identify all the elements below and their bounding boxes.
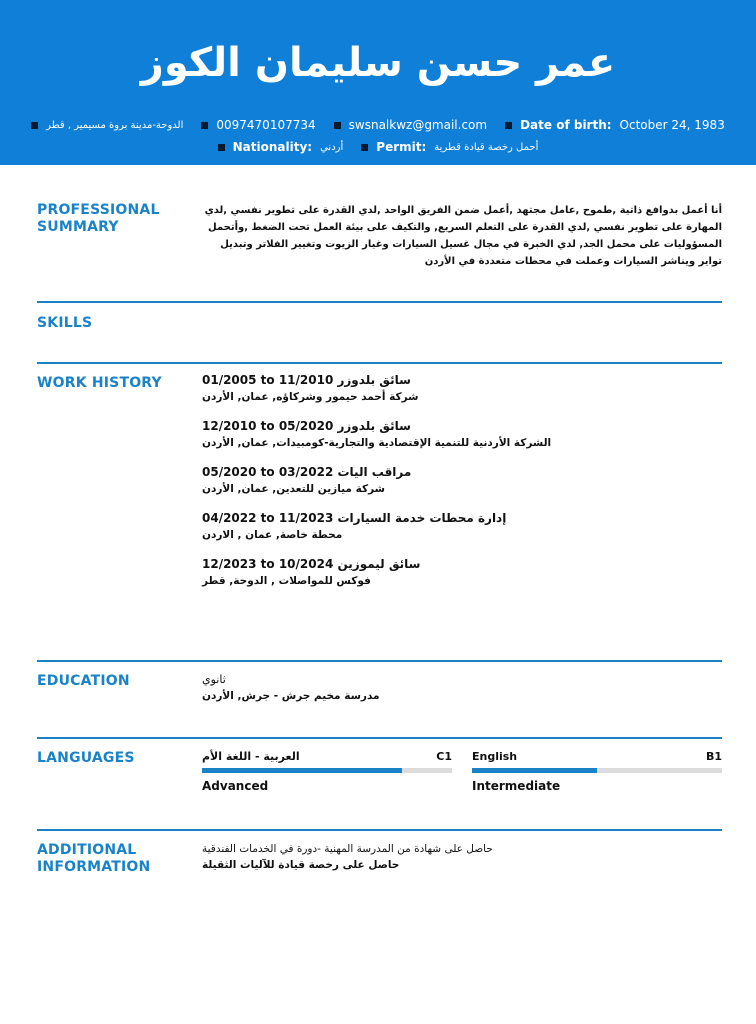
contact-row-2 xyxy=(0,140,756,154)
work-entry xyxy=(202,511,722,541)
bullet-icon xyxy=(361,144,368,151)
language-proficiency-fill xyxy=(472,768,597,773)
candidate-name: عمر حسن سليمان الكوز xyxy=(140,40,616,86)
phone-item xyxy=(201,118,315,132)
permit-value: أحمل رخصة قيادة قطرية xyxy=(434,141,539,153)
nationality-value: أردني xyxy=(320,141,344,153)
education-degree: ثانوي xyxy=(202,673,226,686)
additional-info xyxy=(202,843,722,871)
job-company: شركة أحمد حيمور وشركاؤه, عمان, الأردن xyxy=(202,391,419,403)
additional-info-heading: ADDITIONAL INFORMATION xyxy=(37,842,151,875)
language-code: B1 xyxy=(705,750,722,763)
additional-line: حاصل على شهادة من المدرسة المهنية -دورة في الخدمات الفندقية xyxy=(202,843,493,855)
job-company: محطة خاصة, عمان , الاردن xyxy=(202,529,343,541)
bullet-icon xyxy=(218,144,225,151)
contact-row xyxy=(0,118,756,132)
nationality-item xyxy=(218,140,344,154)
dob-value: October 24, 1983 xyxy=(619,118,725,132)
dob-item xyxy=(505,118,725,132)
summary-heading: PROFESSIONAL SUMMARY xyxy=(37,202,160,235)
work-entry xyxy=(202,465,722,495)
summary-text: أنا أعمل بدوافع ذاتية ,طموح ,عامل مجتهد ,أعمل ضمن الفريق الواحد ,لدي القدرة على تطوير نفسي ,لدي المهارة على تطوير نفسي ,لدي القدرة على التعلم السريع, والتكيف على بيئة العمل تحت الضغط ,وأتحمل المسؤوليات على محمل الجد, لدي الخبرة في مجال غسيل السيارات وغيار الزيوت وتغيير الفلاتر وتبديل تواير ويناشر السيارات وعملت في محطات متعددة في الأردن xyxy=(204,205,722,267)
language-proficiency-fill xyxy=(202,768,402,773)
language-proficiency-bar xyxy=(202,768,452,773)
languages-heading: LANGUAGES xyxy=(37,750,135,766)
job-company: شركة ميازين للتعدين, عمان, الأردن xyxy=(202,483,385,495)
language-name: العربية - اللغة الأم xyxy=(202,750,300,763)
job-title: 05/2020 to 03/2022 مراقب اليات xyxy=(202,465,412,479)
job-title: 04/2022 to 11/2023 إدارة محطات خدمة السيارات xyxy=(202,511,507,525)
address-text: الدوحة-مدينة بروة مسيمير , قطر xyxy=(46,119,184,131)
work-entry xyxy=(202,419,722,449)
permit-label: Permit: xyxy=(376,140,427,154)
address-item xyxy=(31,118,183,132)
email-item[interactable] xyxy=(334,118,487,132)
job-company: الشركة الأردنية للتنمية الإقتصادية والتجارية-كومبيدات, عمان, الأردن xyxy=(202,437,552,449)
dob-label: Date of birth: xyxy=(520,118,612,132)
permit-item xyxy=(361,140,538,154)
language-code: C1 xyxy=(436,750,452,763)
language-proficiency-bar xyxy=(472,768,722,773)
section-divider xyxy=(37,660,722,662)
education-entry xyxy=(202,673,722,702)
section-divider xyxy=(37,301,722,303)
bullet-icon xyxy=(31,122,38,129)
job-title: 12/2023 to 10/2024 سائق ليموزين xyxy=(202,557,421,571)
resume-header xyxy=(0,0,756,165)
language-item xyxy=(472,750,722,793)
section-divider xyxy=(37,362,722,364)
education-heading: EDUCATION xyxy=(37,673,130,689)
phone-text: 0097470107734 xyxy=(216,118,316,132)
nationality-label: Nationality: xyxy=(232,140,313,154)
job-title: 01/2005 to 11/2010 سائق بلدوزر xyxy=(202,373,411,387)
bullet-icon xyxy=(334,122,341,129)
email-link[interactable]: swsnalkwz@gmail.com xyxy=(348,118,488,132)
language-level: Advanced xyxy=(202,779,269,793)
job-title: 12/2010 to 05/2020 سائق بلدوزر xyxy=(202,419,411,433)
language-level: Intermediate xyxy=(472,779,561,793)
section-divider xyxy=(37,737,722,739)
work-history-list xyxy=(202,373,722,603)
bullet-icon xyxy=(201,122,208,129)
skills-heading: SKILLS xyxy=(37,315,93,331)
section-divider xyxy=(37,829,722,831)
work-history-heading: WORK HISTORY xyxy=(37,375,162,391)
language-item xyxy=(202,750,452,793)
additional-line: حاصل على رخصة قيادة للآليات الثقيلة xyxy=(202,859,400,871)
work-entry xyxy=(202,557,722,587)
language-name: English xyxy=(472,750,518,763)
bullet-icon xyxy=(505,122,512,129)
job-company: فوكس للمواصلات , الدوحة, قطر xyxy=(202,575,371,587)
work-entry xyxy=(202,373,722,403)
education-school: مدرسة مخيم جرش - جرش, الأردن xyxy=(202,690,380,702)
